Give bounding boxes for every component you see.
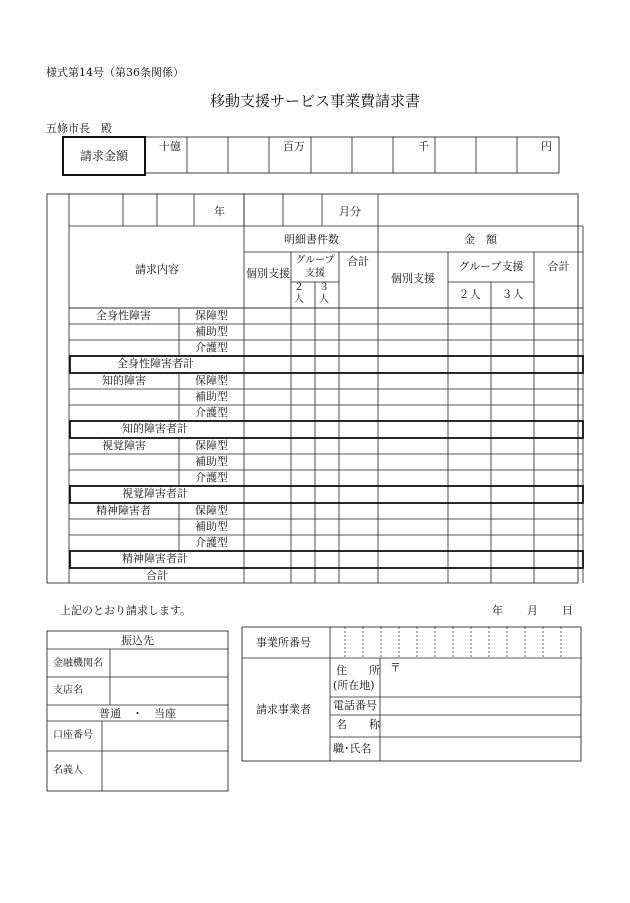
amount-label: 請求金額 xyxy=(79,149,128,163)
amount-total-header: 合計 xyxy=(547,260,570,273)
count-three-header: ３人 xyxy=(319,282,329,305)
phone-label: 電話番号 xyxy=(333,699,377,712)
account-holder-label: 名義人 xyxy=(53,765,83,776)
type-label: 保障型 xyxy=(195,439,228,452)
addressee: 五條市長 殿 xyxy=(46,122,112,135)
type-label: 保障型 xyxy=(195,374,228,387)
type-label: 介護型 xyxy=(195,341,228,354)
account-number-label: 口座番号 xyxy=(53,730,93,741)
count-two-header: ２人 xyxy=(294,282,304,305)
form-number: 様式第14号（第36条関係） xyxy=(46,66,184,79)
count-group-header: グループ支援 xyxy=(295,255,335,279)
period-month: 月分 xyxy=(339,205,361,218)
request-content-header: 請求内容 xyxy=(135,263,179,276)
amount-individual-header: 個別支援 xyxy=(391,272,435,285)
amount-header: 金 額 xyxy=(464,233,497,246)
date-day: 日 xyxy=(562,604,573,617)
type-label: 補助型 xyxy=(195,455,228,468)
bank-institution-label: 金融機関名 xyxy=(53,658,103,669)
amount-three-header: ３人 xyxy=(501,288,524,301)
category-subtotal: 視覚障害者計 xyxy=(122,487,188,500)
provider-label: 請求事業者 xyxy=(256,703,311,716)
position-label: 職･氏名 xyxy=(333,742,372,755)
postal-mark: 〒 xyxy=(390,661,401,674)
unit-million: 百万 xyxy=(283,140,305,153)
date-month: 月 xyxy=(527,604,538,617)
period-year: 年 xyxy=(214,205,225,218)
type-label: 介護型 xyxy=(195,536,228,549)
category-subtotal: 知的障害者計 xyxy=(122,422,188,435)
type-label: 介護型 xyxy=(195,471,228,484)
statement: 上記のとおり請求します。 xyxy=(60,604,192,617)
address-label: 住 所 xyxy=(336,664,380,677)
category-subtotal: 全身性障害者計 xyxy=(117,357,194,370)
bank-header: 振込先 xyxy=(121,634,154,647)
category-name: 視覚障害 xyxy=(102,439,146,452)
category-subtotal: 精神障害者計 xyxy=(122,552,188,565)
page-title: 移動支援サービス事業費請求書 xyxy=(209,92,420,110)
unit-thousand: 千 xyxy=(418,140,429,153)
amount-group-header: グループ支援 xyxy=(458,260,524,273)
count-header: 明細書件数 xyxy=(284,233,339,246)
type-label: 補助型 xyxy=(195,390,228,403)
grand-total-label: 合計 xyxy=(146,569,168,582)
count-total-header: 合計 xyxy=(347,255,369,268)
unit-yen: 円 xyxy=(541,140,552,153)
type-label: 保障型 xyxy=(195,504,228,517)
office-number-label: 事業所番号 xyxy=(256,636,311,649)
bank-branch-label: 支店名 xyxy=(53,685,83,696)
type-label: 補助型 xyxy=(195,520,228,533)
address-sub-label: (所在地) xyxy=(333,679,375,692)
account-type: 普通 ・ 当座 xyxy=(99,707,176,720)
amount-two-header: ２人 xyxy=(458,288,481,301)
type-label: 保障型 xyxy=(195,309,228,322)
name-label: 名 称 xyxy=(336,718,380,731)
type-label: 補助型 xyxy=(195,325,228,338)
count-individual-header: 個別支援 xyxy=(246,267,290,280)
category-name: 精神障害者 xyxy=(96,504,151,517)
date-year: 年 xyxy=(492,604,503,617)
amount-digits[interactable] xyxy=(188,153,518,173)
category-name: 全身性障害 xyxy=(96,309,151,322)
type-label: 介護型 xyxy=(195,406,228,419)
unit-billion: 十億 xyxy=(159,140,181,153)
category-name: 知的障害 xyxy=(102,374,146,387)
